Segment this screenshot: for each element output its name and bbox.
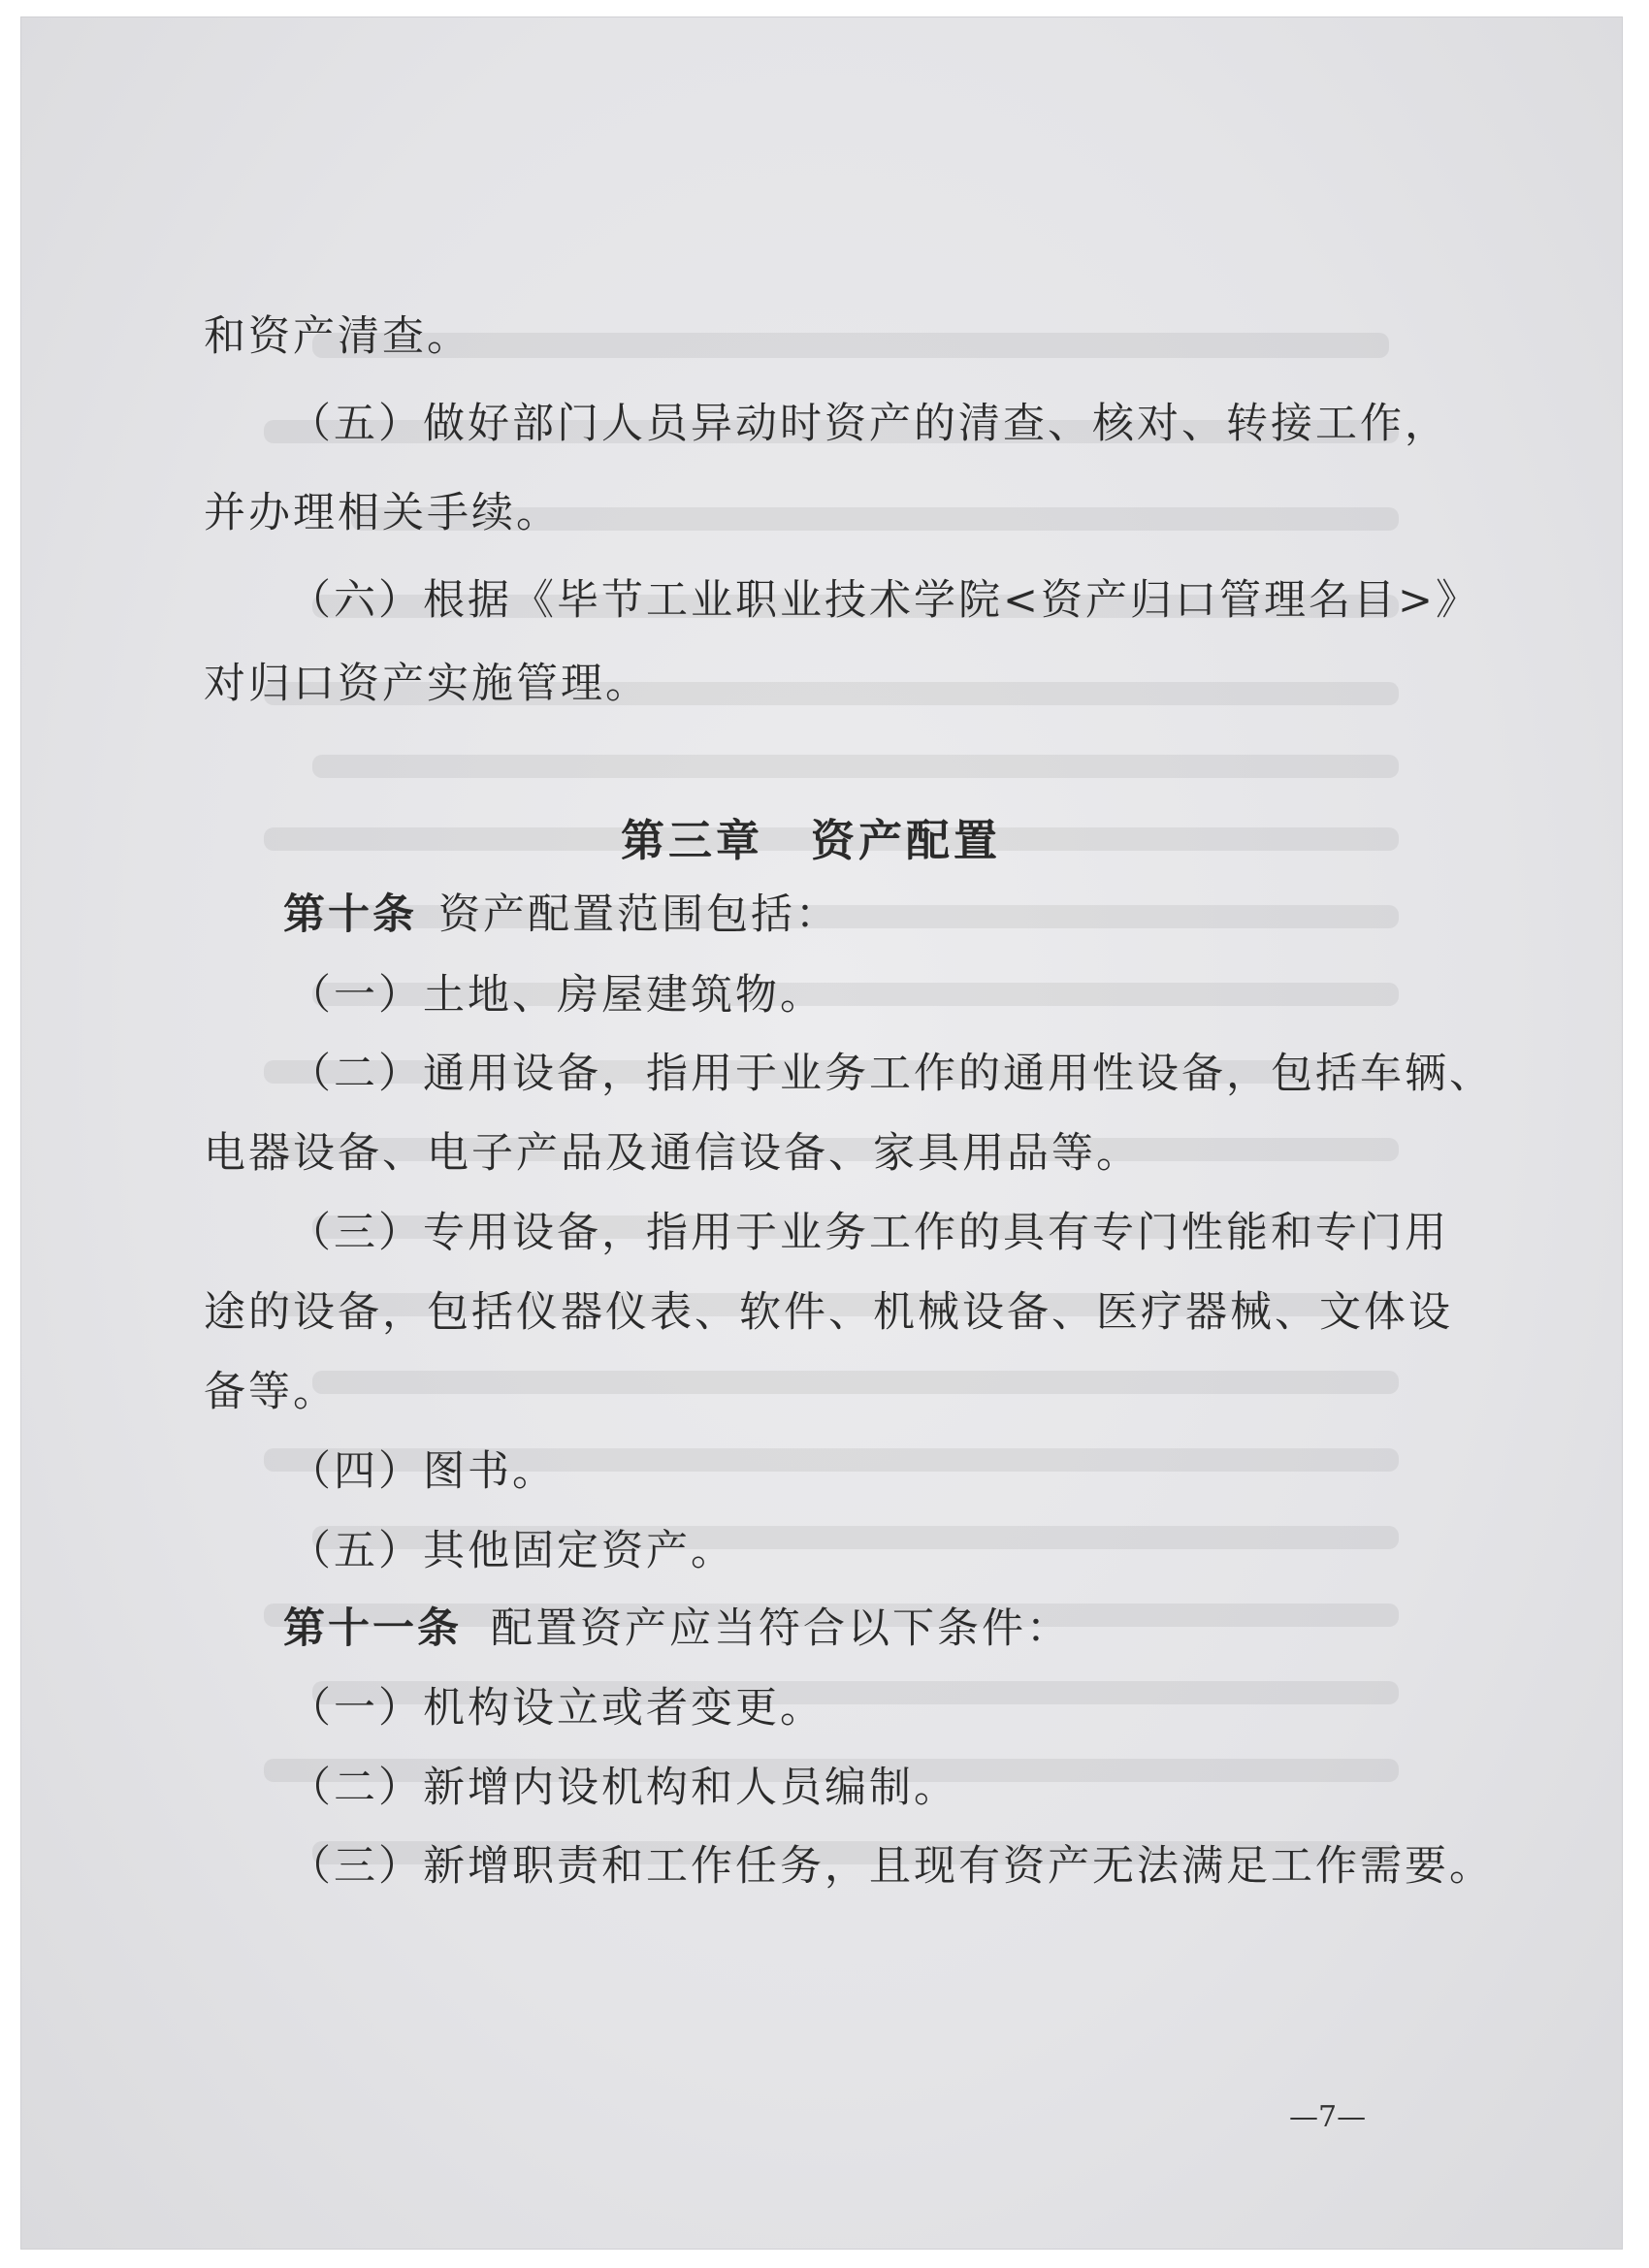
chapter-title: 第三章 资产配置: [621, 815, 1002, 866]
scanned-page: [21, 17, 1622, 2249]
list-item: （二）新增内设机构和人员编制。: [289, 1764, 958, 1812]
list-item: （三）新增职责和工作任务，且现有资产无法满足工作需要。: [289, 1842, 1494, 1891]
article-11-text: 配置资产应当符合以下条件：: [491, 1604, 1071, 1653]
article-10-line: [283, 891, 840, 939]
list-item: （四）图书。: [289, 1447, 557, 1496]
list-item: （三）专用设备，指用于业务工作的具有专门性能和专门用: [289, 1209, 1449, 1257]
article-10-label: 第十条: [283, 891, 417, 939]
article-11-label: 第十一条: [283, 1604, 462, 1653]
page-number: —7—: [1289, 2100, 1367, 2134]
text-line: 并办理相关手续。: [204, 489, 561, 537]
list-item: （一）机构设立或者变更。: [289, 1684, 824, 1733]
text-line: 和资产清查。: [204, 312, 471, 361]
list-item: 电器设备、电子产品及通信设备、家具用品等。: [204, 1129, 1141, 1178]
article-11-line: [283, 1604, 1071, 1653]
list-item: （二）通用设备，指用于业务工作的通用性设备，包括车辆、: [289, 1050, 1494, 1098]
list-item: 备等。: [204, 1368, 338, 1416]
text-line: （六）根据《毕节工业职业技术学院<资产归口管理名目>》: [289, 576, 1481, 625]
text-line: 对归口资产实施管理。: [204, 660, 650, 708]
article-10-text: 资产配置范围包括：: [438, 891, 840, 939]
text-line: （五）做好部门人员异动时资产的清查、核对、转接工作，: [289, 400, 1449, 448]
list-item: （五）其他固定资产。: [289, 1527, 735, 1575]
list-item: 途的设备，包括仪器仪表、软件、机械设备、医疗器械、文体设: [204, 1288, 1453, 1337]
list-item: （一）土地、房屋建筑物。: [289, 971, 824, 1020]
